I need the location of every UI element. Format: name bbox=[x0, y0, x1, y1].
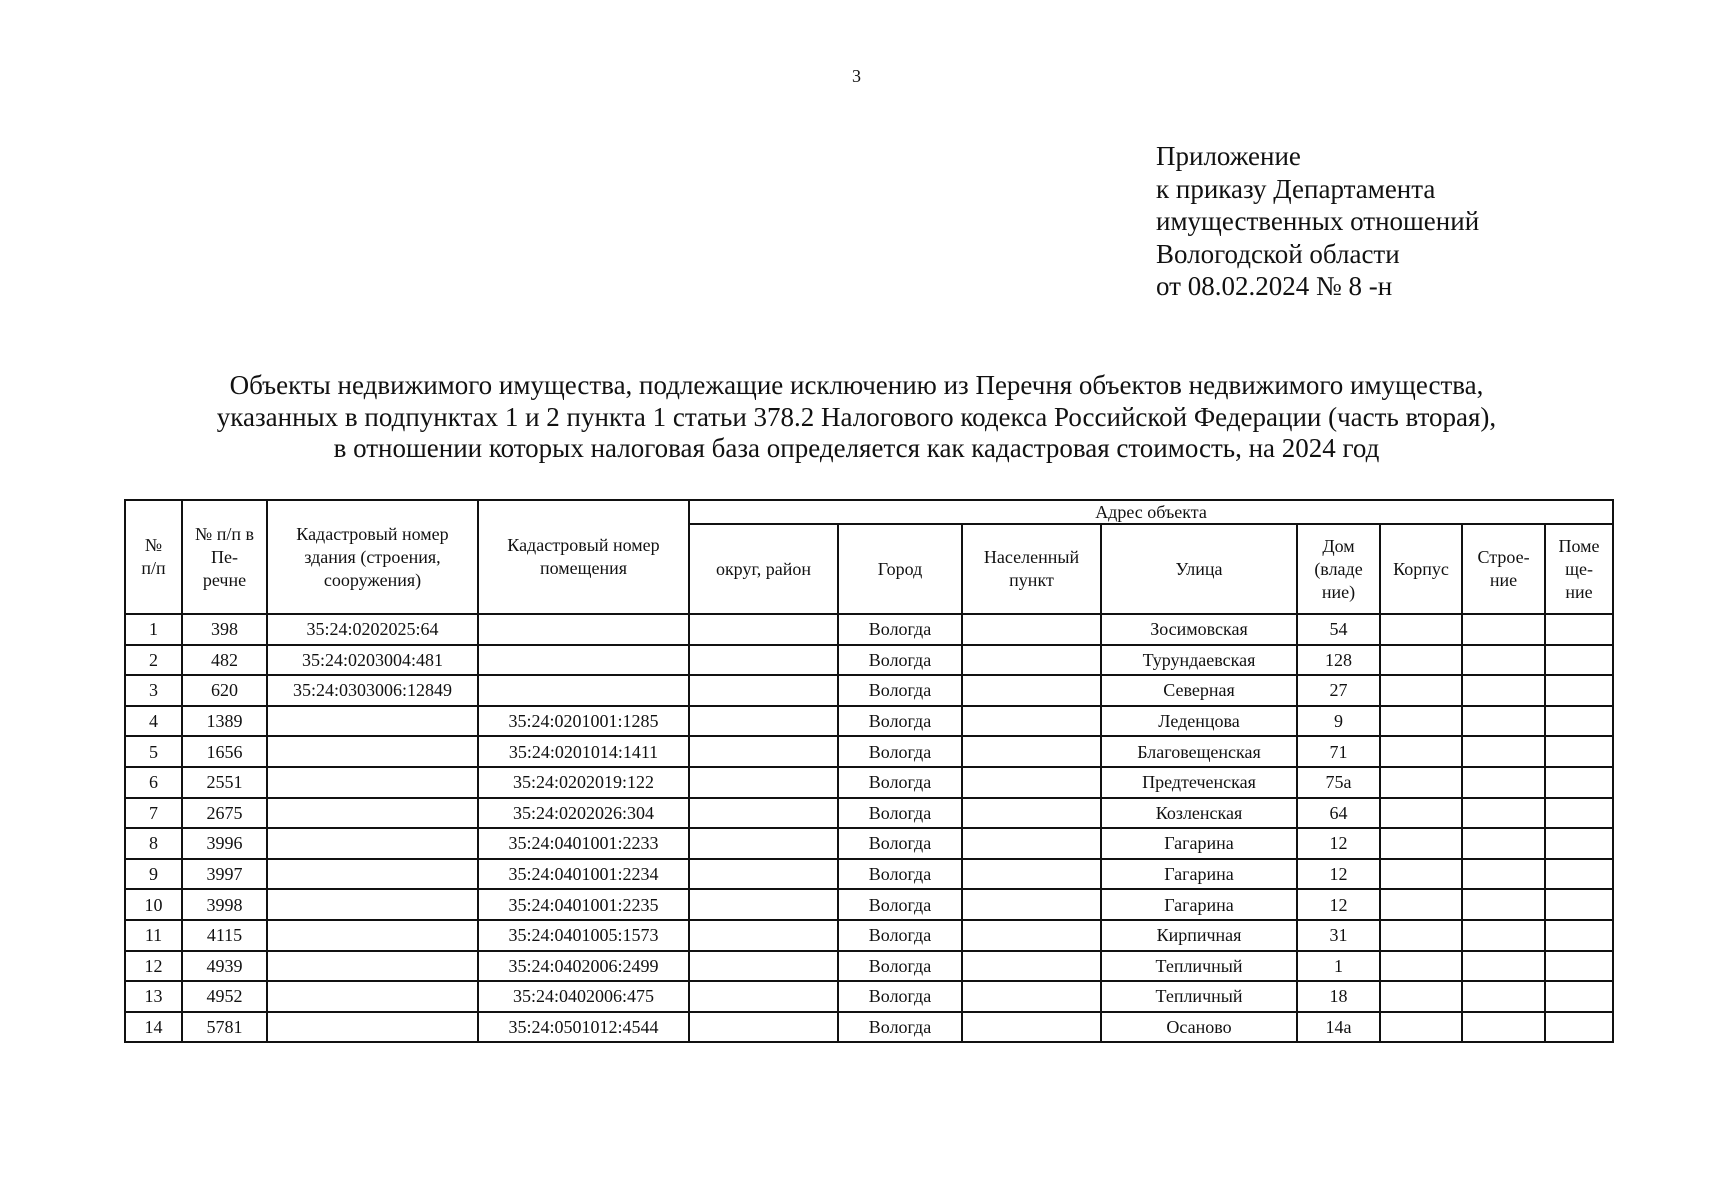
cell-room bbox=[1545, 920, 1613, 951]
cell-building-cadastral bbox=[267, 736, 478, 767]
cell-building bbox=[1462, 951, 1545, 982]
cell-korpus bbox=[1380, 1012, 1462, 1043]
cell-building bbox=[1462, 675, 1545, 706]
page-number: 3 bbox=[852, 66, 861, 86]
header-settlement: Населенный пункт bbox=[962, 524, 1101, 614]
header-street: Улица bbox=[1101, 524, 1297, 614]
cell-house: 12 bbox=[1297, 828, 1380, 859]
cell-district bbox=[689, 675, 838, 706]
cell-city: Вологда bbox=[838, 859, 962, 890]
cell-room-cadastral: 35:24:0401001:2233 bbox=[478, 828, 689, 859]
cell-no: 10 bbox=[125, 889, 182, 920]
cell-city: Вологда bbox=[838, 920, 962, 951]
cell-building bbox=[1462, 706, 1545, 737]
cell-district bbox=[689, 889, 838, 920]
table-row bbox=[125, 920, 1613, 951]
cell-no: 12 bbox=[125, 951, 182, 982]
cell-street: Осаново bbox=[1101, 1012, 1297, 1043]
cell-korpus bbox=[1380, 614, 1462, 645]
cell-room-cadastral: 35:24:0401001:2235 bbox=[478, 889, 689, 920]
cell-district bbox=[689, 645, 838, 676]
cell-korpus bbox=[1380, 736, 1462, 767]
table-row bbox=[125, 828, 1613, 859]
cell-settlement bbox=[962, 981, 1101, 1012]
cell-district bbox=[689, 920, 838, 951]
cell-street: Леденцова bbox=[1101, 706, 1297, 737]
header-list-no: № п/п в Пе- речне bbox=[182, 500, 267, 614]
table-row bbox=[125, 981, 1613, 1012]
cell-korpus bbox=[1380, 767, 1462, 798]
cell-room-cadastral: 35:24:0201001:1285 bbox=[478, 706, 689, 737]
cell-no: 13 bbox=[125, 981, 182, 1012]
header-building: Строе- ние bbox=[1462, 524, 1545, 614]
cell-settlement bbox=[962, 645, 1101, 676]
cell-room bbox=[1545, 798, 1613, 829]
title-line: Объекты недвижимого имущества, подлежащие исключению из Перечня объектов недвижимого имущества, bbox=[229, 370, 1484, 400]
cell-no: 11 bbox=[125, 920, 182, 951]
cell-no: 1 bbox=[125, 614, 182, 645]
header-address-group: Адрес объекта bbox=[689, 500, 1613, 524]
cell-city: Вологда bbox=[838, 614, 962, 645]
cell-house: 31 bbox=[1297, 920, 1380, 951]
cell-list-no: 4952 bbox=[182, 981, 267, 1012]
cell-building-cadastral bbox=[267, 1012, 478, 1043]
cell-settlement bbox=[962, 889, 1101, 920]
table-row bbox=[125, 1012, 1613, 1043]
cell-room-cadastral bbox=[478, 675, 689, 706]
cell-room bbox=[1545, 889, 1613, 920]
cell-room bbox=[1545, 828, 1613, 859]
cell-building-cadastral bbox=[267, 828, 478, 859]
cell-city: Вологда bbox=[838, 736, 962, 767]
header-building-cadastral: Кадастровый номер здания (строения, сооружения) bbox=[267, 500, 478, 614]
cell-building bbox=[1462, 736, 1545, 767]
cell-building-cadastral bbox=[267, 767, 478, 798]
cell-room bbox=[1545, 736, 1613, 767]
cell-room bbox=[1545, 951, 1613, 982]
cell-house: 75а bbox=[1297, 767, 1380, 798]
cell-building bbox=[1462, 645, 1545, 676]
header-korpus: Корпус bbox=[1380, 524, 1462, 614]
header-city: Город bbox=[838, 524, 962, 614]
appendix-line: имущественных отношений bbox=[1156, 206, 1480, 236]
cell-house: 128 bbox=[1297, 645, 1380, 676]
cell-list-no: 620 bbox=[182, 675, 267, 706]
header-district: округ, район bbox=[689, 524, 838, 614]
cell-room-cadastral: 35:24:0401001:2234 bbox=[478, 859, 689, 890]
cell-building bbox=[1462, 889, 1545, 920]
cell-list-no: 3996 bbox=[182, 828, 267, 859]
cell-city: Вологда bbox=[838, 1012, 962, 1043]
appendix-line: к приказу Департамента bbox=[1156, 173, 1436, 204]
cell-building bbox=[1462, 614, 1545, 645]
cell-settlement bbox=[962, 767, 1101, 798]
table-row bbox=[125, 889, 1613, 920]
cell-city: Вологда bbox=[838, 798, 962, 829]
cell-list-no: 5781 bbox=[182, 1012, 267, 1043]
cell-room-cadastral: 35:24:0202019:122 bbox=[478, 767, 689, 798]
cell-room bbox=[1545, 767, 1613, 798]
cell-korpus bbox=[1380, 675, 1462, 706]
cell-no: 2 bbox=[125, 645, 182, 676]
cell-building-cadastral bbox=[267, 889, 478, 920]
cell-list-no: 4939 bbox=[182, 951, 267, 982]
cell-district bbox=[689, 798, 838, 829]
objects-table bbox=[124, 499, 1614, 1043]
table-row bbox=[125, 859, 1613, 890]
cell-room-cadastral: 35:24:0501012:4544 bbox=[478, 1012, 689, 1043]
cell-street: Козленская bbox=[1101, 798, 1297, 829]
cell-room bbox=[1545, 981, 1613, 1012]
cell-house: 18 bbox=[1297, 981, 1380, 1012]
cell-korpus bbox=[1380, 798, 1462, 829]
cell-settlement bbox=[962, 675, 1101, 706]
cell-building-cadastral bbox=[267, 798, 478, 829]
cell-district bbox=[689, 981, 838, 1012]
cell-house: 12 bbox=[1297, 889, 1380, 920]
cell-room bbox=[1545, 614, 1613, 645]
cell-settlement bbox=[962, 706, 1101, 737]
cell-no: 3 bbox=[125, 675, 182, 706]
cell-district bbox=[689, 614, 838, 645]
cell-city: Вологда bbox=[838, 675, 962, 706]
cell-room bbox=[1545, 706, 1613, 737]
cell-street: Предтеченская bbox=[1101, 767, 1297, 798]
cell-city: Вологда bbox=[838, 828, 962, 859]
cell-settlement bbox=[962, 828, 1101, 859]
cell-no: 4 bbox=[125, 706, 182, 737]
cell-korpus bbox=[1380, 981, 1462, 1012]
cell-list-no: 1656 bbox=[182, 736, 267, 767]
document-title bbox=[0, 370, 1713, 465]
cell-settlement bbox=[962, 614, 1101, 645]
cell-room-cadastral bbox=[478, 614, 689, 645]
appendix-block bbox=[1156, 140, 1479, 303]
cell-room bbox=[1545, 675, 1613, 706]
cell-city: Вологда bbox=[838, 951, 962, 982]
cell-settlement bbox=[962, 951, 1101, 982]
cell-list-no: 2675 bbox=[182, 798, 267, 829]
table-row bbox=[125, 614, 1613, 645]
cell-house: 9 bbox=[1297, 706, 1380, 737]
table-row bbox=[125, 767, 1613, 798]
cell-no: 8 bbox=[125, 828, 182, 859]
cell-settlement bbox=[962, 1012, 1101, 1043]
cell-building bbox=[1462, 828, 1545, 859]
cell-district bbox=[689, 828, 838, 859]
table-header-row bbox=[125, 500, 1613, 524]
table-row bbox=[125, 645, 1613, 676]
cell-district bbox=[689, 767, 838, 798]
cell-korpus bbox=[1380, 706, 1462, 737]
cell-room-cadastral: 35:24:0202026:304 bbox=[478, 798, 689, 829]
cell-settlement bbox=[962, 920, 1101, 951]
cell-room bbox=[1545, 859, 1613, 890]
cell-korpus bbox=[1380, 889, 1462, 920]
cell-settlement bbox=[962, 798, 1101, 829]
cell-korpus bbox=[1380, 920, 1462, 951]
cell-street: Зосимовская bbox=[1101, 614, 1297, 645]
cell-room-cadastral: 35:24:0201014:1411 bbox=[478, 736, 689, 767]
cell-korpus bbox=[1380, 951, 1462, 982]
cell-building-cadastral bbox=[267, 951, 478, 982]
cell-settlement bbox=[962, 859, 1101, 890]
cell-street: Гагарина bbox=[1101, 828, 1297, 859]
cell-city: Вологда bbox=[838, 645, 962, 676]
cell-list-no: 2551 bbox=[182, 767, 267, 798]
cell-house: 64 bbox=[1297, 798, 1380, 829]
appendix-line: от 08.02.2024 № 8 -н bbox=[1156, 271, 1393, 301]
title-line: в отношении которых налоговая база определяется как кадастровая стоимость, на 2024 год bbox=[333, 433, 1380, 463]
cell-building-cadastral: 35:24:0203004:481 bbox=[267, 645, 478, 676]
cell-district bbox=[689, 951, 838, 982]
cell-district bbox=[689, 736, 838, 767]
cell-no: 14 bbox=[125, 1012, 182, 1043]
cell-settlement bbox=[962, 736, 1101, 767]
cell-building-cadastral bbox=[267, 706, 478, 737]
cell-building bbox=[1462, 859, 1545, 890]
cell-no: 9 bbox=[125, 859, 182, 890]
cell-house: 1 bbox=[1297, 951, 1380, 982]
header-room-cadastral: Кадастровый номер помещения bbox=[478, 500, 689, 614]
cell-room-cadastral bbox=[478, 645, 689, 676]
cell-list-no: 1389 bbox=[182, 706, 267, 737]
cell-house: 54 bbox=[1297, 614, 1380, 645]
cell-street: Тепличный bbox=[1101, 951, 1297, 982]
cell-building bbox=[1462, 920, 1545, 951]
cell-city: Вологда bbox=[838, 706, 962, 737]
table-row bbox=[125, 675, 1613, 706]
cell-house: 12 bbox=[1297, 859, 1380, 890]
cell-list-no: 3998 bbox=[182, 889, 267, 920]
header-house: Дом (владе ние) bbox=[1297, 524, 1380, 614]
cell-korpus bbox=[1380, 859, 1462, 890]
cell-house: 71 bbox=[1297, 736, 1380, 767]
cell-street: Турундаевская bbox=[1101, 645, 1297, 676]
cell-list-no: 482 bbox=[182, 645, 267, 676]
cell-district bbox=[689, 706, 838, 737]
cell-street: Северная bbox=[1101, 675, 1297, 706]
cell-no: 5 bbox=[125, 736, 182, 767]
cell-list-no: 398 bbox=[182, 614, 267, 645]
cell-district bbox=[689, 859, 838, 890]
cell-building bbox=[1462, 798, 1545, 829]
cell-building-cadastral: 35:24:0303006:12849 bbox=[267, 675, 478, 706]
cell-list-no: 3997 bbox=[182, 859, 267, 890]
cell-building-cadastral bbox=[267, 859, 478, 890]
cell-no: 6 bbox=[125, 767, 182, 798]
table-body bbox=[125, 614, 1613, 1042]
cell-no: 7 bbox=[125, 798, 182, 829]
cell-building-cadastral bbox=[267, 981, 478, 1012]
cell-street: Гагарина bbox=[1101, 889, 1297, 920]
cell-street: Тепличный bbox=[1101, 981, 1297, 1012]
cell-room bbox=[1545, 1012, 1613, 1043]
table-row bbox=[125, 798, 1613, 829]
cell-building-cadastral bbox=[267, 920, 478, 951]
cell-building bbox=[1462, 981, 1545, 1012]
table-row bbox=[125, 706, 1613, 737]
cell-list-no: 4115 bbox=[182, 920, 267, 951]
cell-district bbox=[689, 1012, 838, 1043]
table-row bbox=[125, 951, 1613, 982]
header-room: Поме ще- ние bbox=[1545, 524, 1613, 614]
cell-room bbox=[1545, 645, 1613, 676]
table-row bbox=[125, 736, 1613, 767]
header-no: № п/п bbox=[125, 500, 182, 614]
cell-street: Кирпичная bbox=[1101, 920, 1297, 951]
cell-house: 14а bbox=[1297, 1012, 1380, 1043]
cell-korpus bbox=[1380, 645, 1462, 676]
cell-street: Гагарина bbox=[1101, 859, 1297, 890]
cell-city: Вологда bbox=[838, 889, 962, 920]
appendix-line: Приложение bbox=[1156, 141, 1301, 171]
title-line: указанных в подпунктах 1 и 2 пункта 1 статьи 378.2 Налогового кодекса Российской Федерации (часть вторая), bbox=[216, 401, 1497, 432]
cell-room-cadastral: 35:24:0402006:2499 bbox=[478, 951, 689, 982]
cell-room-cadastral: 35:24:0402006:475 bbox=[478, 981, 689, 1012]
appendix-line: Вологодской области bbox=[1156, 238, 1400, 269]
cell-korpus bbox=[1380, 828, 1462, 859]
cell-city: Вологда bbox=[838, 767, 962, 798]
cell-building bbox=[1462, 1012, 1545, 1043]
cell-room-cadastral: 35:24:0401005:1573 bbox=[478, 920, 689, 951]
cell-building-cadastral: 35:24:0202025:64 bbox=[267, 614, 478, 645]
cell-building bbox=[1462, 767, 1545, 798]
cell-city: Вологда bbox=[838, 981, 962, 1012]
cell-street: Благовещенская bbox=[1101, 736, 1297, 767]
cell-house: 27 bbox=[1297, 675, 1380, 706]
